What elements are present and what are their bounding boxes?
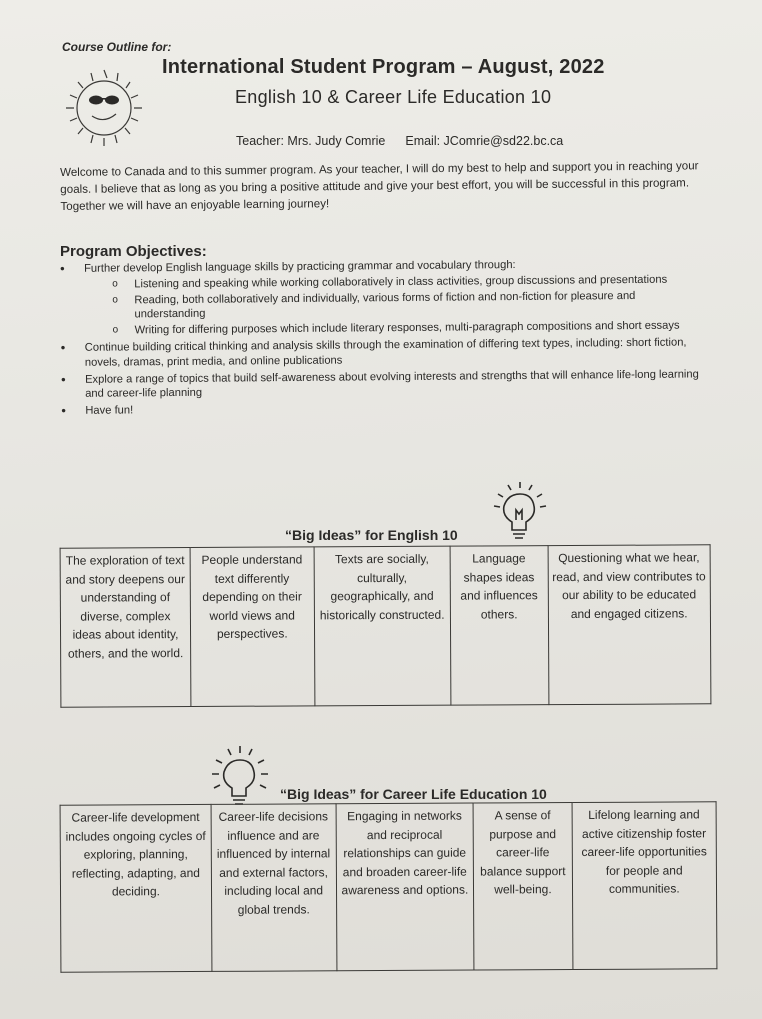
big-idea-cell: People understand text differently depending on their world views and perspectives.: [190, 547, 314, 707]
objective-subitem: o Listening and speaking while working collaboratively in class activities, group discussions and presentations: [60, 272, 700, 292]
objective-item: • Have fun!: [61, 399, 701, 419]
teacher-email: Email: JComrie@sd22.bc.ca: [405, 134, 564, 148]
big-idea-cell: Career-life development includes ongoing cycles of exploring, planning, reflecting, adapting, and deciding.: [60, 804, 212, 972]
objective-subitem: o Reading, both collaboratively and individually, various forms of fiction and non-fiction for pleasure and understanding: [60, 288, 700, 323]
big-idea-cell: The exploration of text and story deepens our understanding of diverse, complex ideas about identity, others, and the world.: [60, 548, 191, 708]
english-big-ideas-table: [60, 544, 712, 707]
objective-item: • Further develop English language skills by practicing grammar and vocabulary through:: [60, 256, 700, 276]
big-idea-cell: Questioning what we hear, read, and view contributes to our ability to be educated and engaged citizens.: [548, 545, 711, 705]
objective-item: • Continue building critical thinking and analysis skills through the examination of differing text types, including: short fiction, novels, dramas, print media, and online publications: [61, 335, 701, 370]
sun-with-sunglasses-icon: [58, 62, 150, 154]
course-subtitle: English 10 & Career Life Education 10: [235, 87, 552, 107]
lightbulb-icon: [206, 742, 276, 812]
big-idea-cell: Texts are socially, culturally, geographically, and historically constructed.: [314, 546, 451, 706]
objective-item: • Explore a range of topics that build self-awareness about evolving interests and strengths that will enhance life-long learning and career-life planning: [61, 367, 701, 402]
objectives-heading: Program Objectives:: [60, 243, 207, 260]
big-idea-cell: Engaging in networks and reciprocal relationships can guide and broaden career-life awareness and options.: [336, 803, 475, 971]
teacher-name: Teacher: Mrs. Judy Comrie: [236, 134, 386, 148]
objective-subitem: o Writing for differing purposes which include literary responses, multi-paragraph compositions and short essays: [61, 319, 701, 339]
career-big-ideas-table: [60, 801, 718, 972]
english-big-ideas-title: “Big Ideas” for English 10: [285, 527, 458, 543]
big-idea-cell: Language shapes ideas and influences others.: [450, 546, 548, 706]
career-big-ideas-title: “Big Ideas” for Career Life Education 10: [280, 786, 547, 802]
big-idea-cell: Career-life decisions influence and are influenced by internal and external factors, including local and global trends.: [211, 804, 336, 972]
course-outline-label: Course Outline for:: [62, 40, 172, 54]
objectives-list: [60, 254, 701, 419]
lightbulb-icon: [488, 480, 552, 544]
welcome-paragraph: Welcome to Canada and to this summer program. As your teacher, I will do my best to help and support you in reaching your goals. I believe that as long as you bring a positive attitude and give your best effort, you will be successful in this program. Together we will have an enjoyable learning journey!: [60, 159, 699, 213]
program-title: International Student Program – August, 2022: [162, 56, 605, 78]
teacher-line: [236, 134, 563, 148]
big-idea-cell: A sense of purpose and career-life balance support well-being.: [473, 803, 572, 971]
big-idea-cell: Lifelong learning and active citizenship foster career-life opportunities for people and communities.: [572, 802, 717, 970]
